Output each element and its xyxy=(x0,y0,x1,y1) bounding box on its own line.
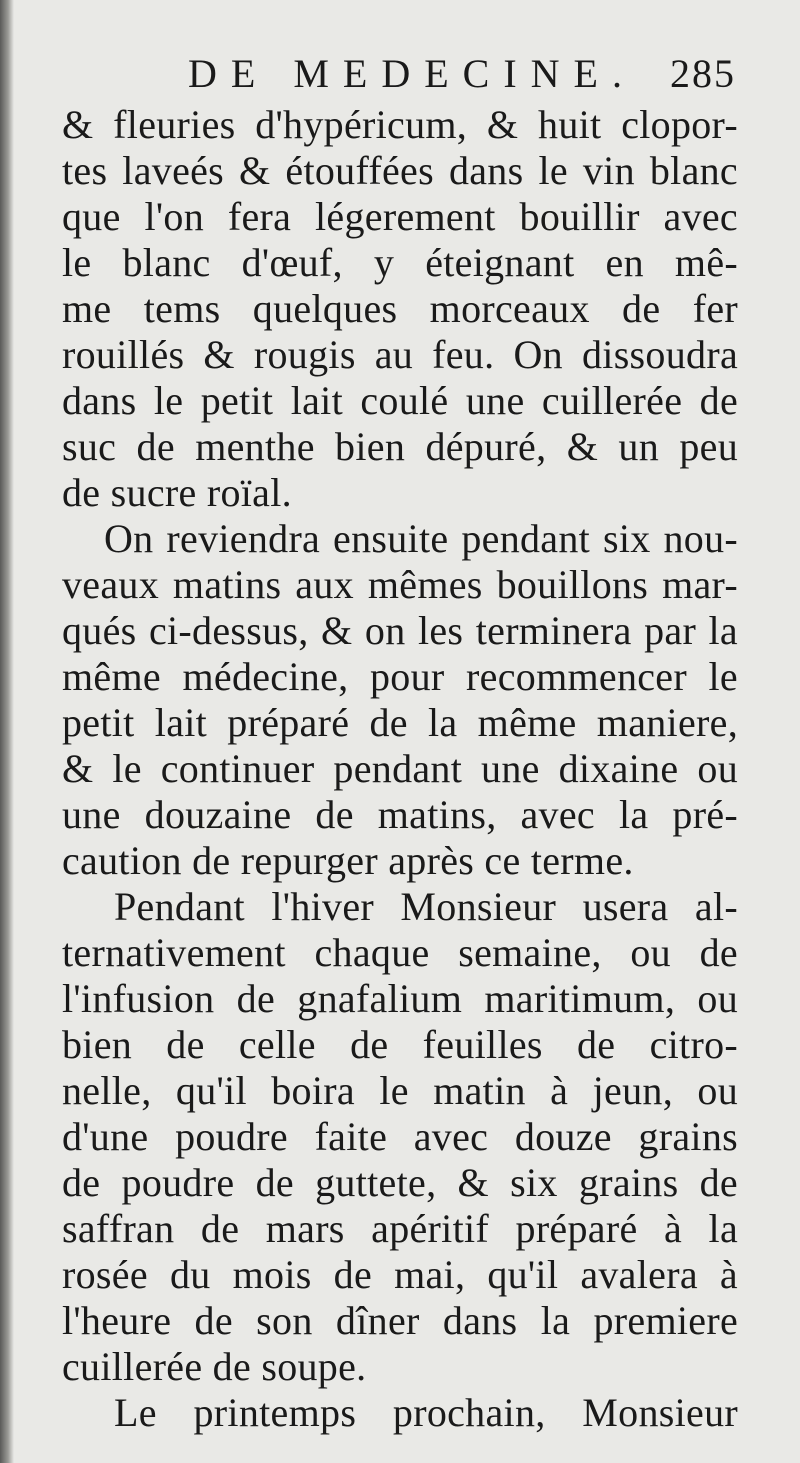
text-line: petit lait préparé de la même maniere, xyxy=(62,700,738,745)
page-number: 285 xyxy=(670,51,736,96)
text-line: dans le petit lait coulé une cuillerée de xyxy=(62,378,738,423)
text-line: & le continuer pendant une dixaine ou xyxy=(62,746,738,791)
text-line: même médecine, pour recommencer le xyxy=(62,654,738,699)
paragraph-start-line: Le printemps prochain, Monsieur xyxy=(114,1390,738,1435)
text-line: rouillés & rougis au feu. On dissoudra xyxy=(62,332,738,377)
paragraph-start-line: Pendant l'hiver Monsieur usera al- xyxy=(114,884,738,929)
text-line: caution de repurger après ce terme. xyxy=(62,838,634,883)
text-line: qués ci-dessus, & on les terminera par la xyxy=(62,608,738,653)
text-line: l'heure de son dîner dans la premiere xyxy=(62,1298,738,1343)
text-line: d'une poudre faite avec douze grains xyxy=(62,1114,738,1159)
running-title: DE MEDECINE. xyxy=(188,51,636,96)
text-line: nelle, qu'il boira le matin à jeun, ou xyxy=(62,1068,738,1113)
text-line: saffran de mars apéritif préparé à la xyxy=(62,1206,738,1251)
text-line: & fleuries d'hypéricum, & huit clopor- xyxy=(62,102,738,147)
text-line: me tems quelques morceaux de fer xyxy=(62,286,738,331)
text-line: ternativement chaque semaine, ou de xyxy=(62,930,738,975)
body-text xyxy=(62,102,738,1436)
text-line: cuillerée de soupe. xyxy=(62,1344,367,1389)
text-line: que l'on fera légerement bouillir avec xyxy=(62,194,738,239)
text-line: une douzaine de matins, avec la pré- xyxy=(62,792,738,837)
text-line: l'infusion de gnafalium maritimum, ou xyxy=(62,976,738,1021)
page-header xyxy=(188,50,736,106)
text-line: le blanc d'œuf, y éteignant en mê- xyxy=(62,240,738,285)
text-line: rosée du mois de mai, qu'il avalera à xyxy=(62,1252,738,1297)
paragraph-start-line: On reviendra ensuite pendant six nou- xyxy=(104,516,738,561)
text-line: tes laveés & étouffées dans le vin blanc xyxy=(62,148,738,193)
text-line: veaux matins aux mêmes bouillons mar- xyxy=(62,562,738,607)
text-line: de sucre roïal. xyxy=(62,470,292,515)
text-line: bien de celle de feuilles de citro- xyxy=(62,1022,738,1067)
text-line: suc de menthe bien dépuré, & un peu xyxy=(62,424,738,469)
text-line: de poudre de guttete, & six grains de xyxy=(62,1160,738,1205)
